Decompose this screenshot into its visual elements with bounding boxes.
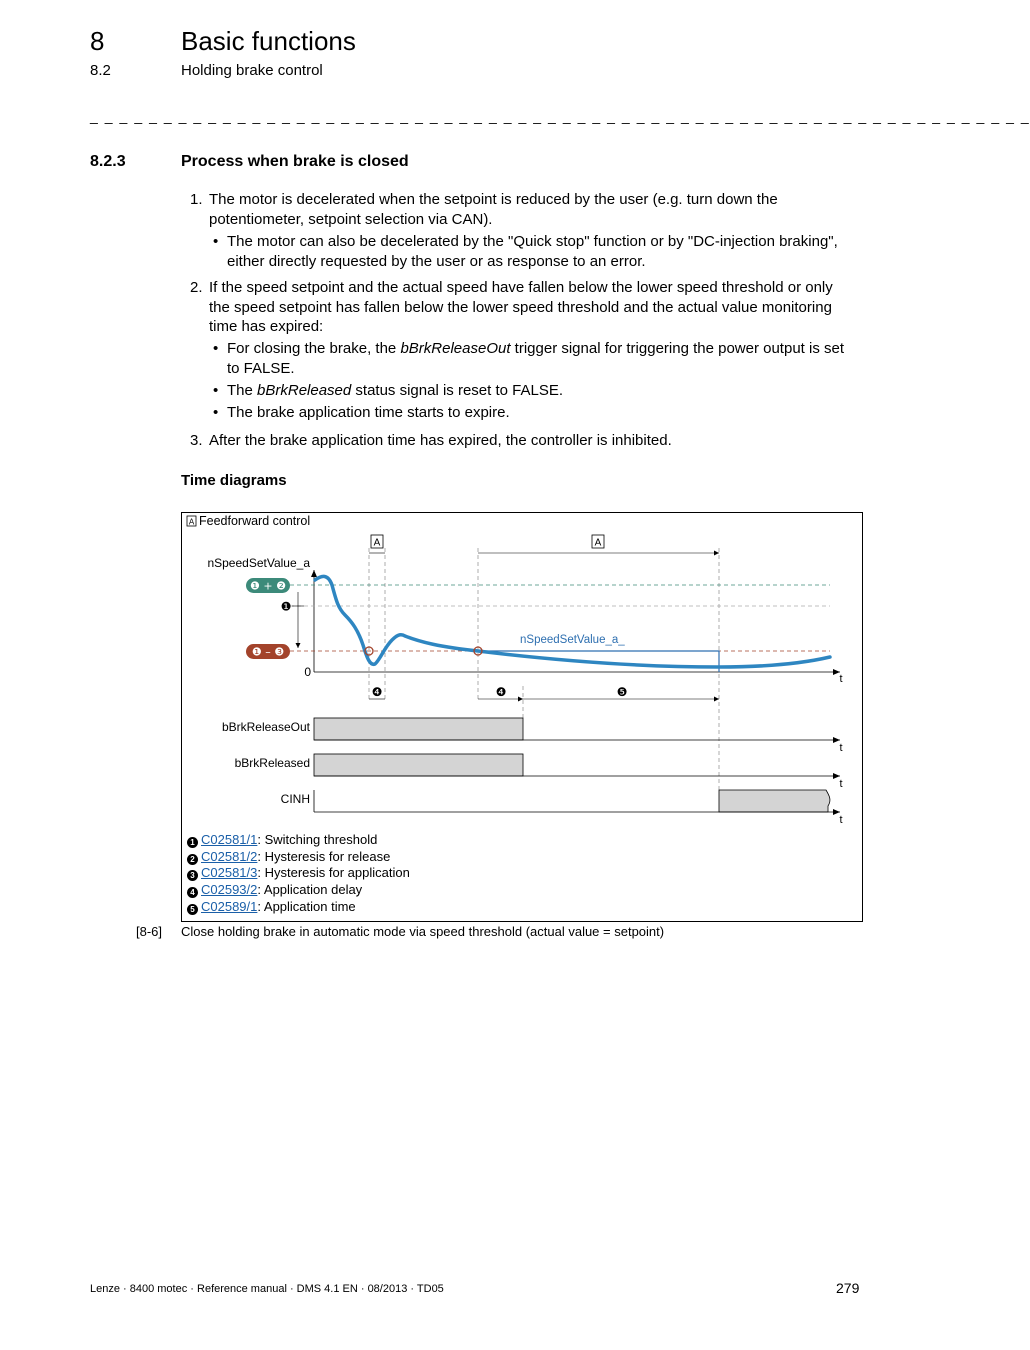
signal-label-cinh: CINH <box>280 792 310 806</box>
bullet-text-line: to FALSE. <box>227 359 295 377</box>
chapter-number: 8 <box>90 26 105 56</box>
signal-name-emphasis: bBrkReleaseOut <box>400 340 511 357</box>
signal-label-released: bBrkReleased <box>234 756 310 770</box>
label-a: A <box>594 537 602 549</box>
application-threshold-badge-text: ❶ – ❸ <box>251 645 285 659</box>
signal-name-emphasis: bBrkReleased <box>257 382 352 399</box>
bullet-text-post: status signal is reset to FALSE. <box>351 382 563 399</box>
time-label: t <box>839 673 843 685</box>
bullet-mark: • <box>213 233 219 250</box>
legend-code-link[interactable]: C02581/1 <box>201 832 258 847</box>
time-diagrams-heading: Time diagrams <box>181 472 287 489</box>
header-rule: _ _ _ _ _ _ _ _ _ _ _ _ _ _ _ _ _ _ _ _ _ _ _ _ _ _ _ _ _ _ _ _ _ _ _ _ _ _ _ _ _ _ _ _ _ _ _ _ _ _ _ _ _ _ _ _ _ _ _ _ _ _ _ _ <box>90 108 1030 124</box>
section-number: 8.2.3 <box>90 153 126 170</box>
legend-text: : Application time <box>257 899 356 914</box>
subchapter-title: Holding brake control <box>181 62 323 79</box>
legend-text: : Hysteresis for application <box>257 865 410 880</box>
bullet-mark: • <box>213 340 219 357</box>
bullet-text-pre: For closing the brake, the <box>227 340 401 357</box>
bullet-text-pre: The <box>227 382 258 399</box>
step-text-line: potentiometer, setpoint selection via CAN). <box>209 210 493 228</box>
cinh-signal-high <box>719 790 830 812</box>
step-text-line: time has expired: <box>209 318 324 335</box>
feedforward-title: Feedforward control <box>199 514 311 528</box>
legend-text: : Application delay <box>257 882 363 897</box>
legend-text: : Switching threshold <box>257 832 378 847</box>
signal-label-release-out: bBrkReleaseOut <box>221 720 310 734</box>
bullet-mark: • <box>213 382 219 399</box>
page-number: 279 <box>836 1280 860 1296</box>
application-delay-mark: ❹ <box>371 685 383 699</box>
legend-mark: 1 <box>187 837 198 848</box>
subchapter-number: 8.2 <box>90 62 111 79</box>
label-a: A <box>373 537 381 549</box>
step-number: 2. <box>190 279 203 296</box>
bullet-text-line: The motor can also be decelerated by the "Quick stop" function or by "DC-injection braking", <box>227 233 838 250</box>
time-label: t <box>839 814 843 826</box>
legend-item <box>187 899 356 916</box>
switching-threshold-mark: ❶ <box>280 599 292 614</box>
footer-document-info: Lenze · 8400 motec · Reference manual · DMS 4.1 EN · 08/2013 · TD05 <box>90 1283 444 1295</box>
released-signal-high <box>314 754 523 776</box>
legend-item <box>187 849 390 866</box>
legend-code-link[interactable]: C02593/2 <box>201 882 258 897</box>
step-text-line: If the speed setpoint and the actual speed have fallen below the lower speed threshold or only <box>209 279 833 296</box>
release-threshold-badge-text: ❶ + ❷ <box>250 579 286 593</box>
bullet-mark: • <box>213 404 219 421</box>
curve-label: nSpeedSetValue_a_ <box>520 634 625 646</box>
figure-caption: Close holding brake in automatic mode via speed threshold (actual value = setpoint) <box>181 924 665 939</box>
bullet-text-post: trigger signal for triggering the power output is set <box>510 340 845 357</box>
legend-mark: 3 <box>187 870 198 881</box>
legend-item <box>187 865 410 882</box>
application-time-mark: ❺ <box>616 685 628 699</box>
legend-item <box>187 882 362 899</box>
step-text-line: The motor is decelerated when the setpoint is reduced by the user (e.g. turn down the <box>209 191 778 208</box>
time-label: t <box>839 778 843 790</box>
legend-mark: 4 <box>187 887 198 898</box>
signal-label-nspeed: nSpeedSetValue_a <box>207 556 310 570</box>
step-text-line: After the brake application time has expired, the controller is inhibited. <box>209 432 672 449</box>
zero-label: 0 <box>304 665 311 679</box>
bullet-text-line: The brake application time starts to expire. <box>227 404 510 421</box>
legend-text: : Hysteresis for release <box>257 849 391 864</box>
chapter-title: Basic functions <box>181 26 356 56</box>
release-out-signal-high <box>314 718 523 740</box>
figure-number: [8-6] <box>136 924 163 939</box>
legend-code-link[interactable]: C02581/2 <box>201 849 258 864</box>
step-number: 1. <box>190 191 203 208</box>
section-title: Process when brake is closed <box>181 153 409 170</box>
legend-item <box>187 832 377 849</box>
legend-mark: 2 <box>187 854 198 865</box>
legend-code-link[interactable]: C02581/3 <box>201 865 258 880</box>
bullet-text-line: either directly requested by the user or as response to an error. <box>227 252 646 270</box>
step-text-line: the speed setpoint has fallen below the lower speed threshold and the actual value monitoring <box>209 298 832 316</box>
legend-code-link[interactable]: C02589/1 <box>201 899 258 914</box>
corner-label: A <box>188 517 195 527</box>
legend-mark: 5 <box>187 904 198 915</box>
step-number: 3. <box>190 432 203 449</box>
time-label: t <box>839 742 843 754</box>
application-delay-mark: ❹ <box>495 685 507 699</box>
actual-speed-curve <box>315 576 830 667</box>
